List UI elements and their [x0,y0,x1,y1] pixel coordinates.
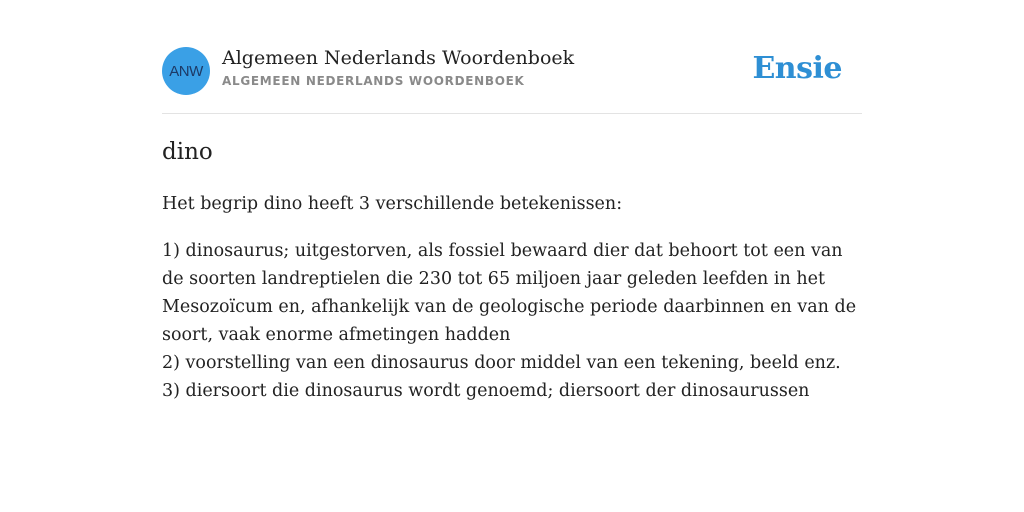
definition-item: 3) diersoort die dinosaurus wordt genoemd; diersoort der dinosaurussen [162,381,810,401]
site-header [162,0,862,114]
definition-list [162,237,862,405]
ensie-brand-link[interactable]: Ensie [752,51,842,86]
entry-intro: Het begrip dino heeft 3 verschillende betekenissen: [162,194,623,214]
definition-item: 1) dinosaurus; uitgestorven, als fossiel bewaard dier dat behoort tot een van de soorten landreptielen die 230 tot 65 miljoen jaar geleden leefden in het Mesozoïcum en, afhankelijk van de geologische periode daarbinnen en van de soort, vaak enorme afmetingen hadden [162,241,857,345]
anw-logo[interactable]: ANW [162,47,210,95]
definition-item: 2) voorstelling van een dinosaurus door middel van een tekening, beeld enz. [162,353,841,373]
site-subtitle: ALGEMEEN NEDERLANDS WOORDENBOEK [222,74,525,88]
site-title[interactable]: Algemeen Nederlands Woordenboek [222,47,575,69]
entry-word: dino [162,139,213,165]
page-container [162,0,862,401]
